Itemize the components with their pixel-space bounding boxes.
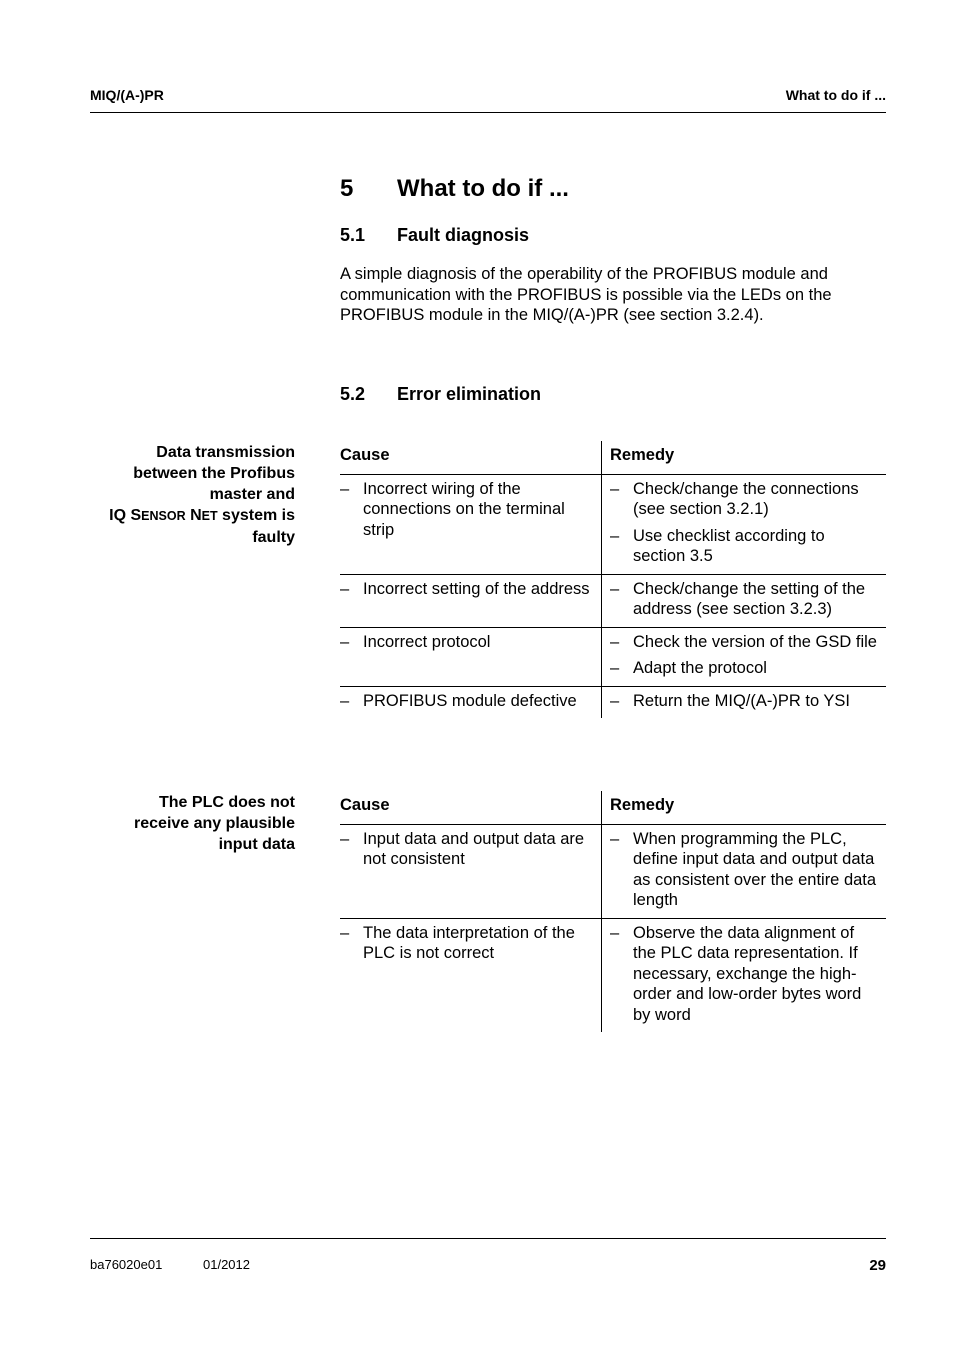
chapter-heading [340, 175, 569, 203]
table-row [340, 824, 886, 918]
section-number: 5.2 [340, 384, 366, 404]
column-header-cause: Cause [340, 441, 602, 474]
footer-rule [90, 1238, 886, 1239]
list-item: – Input data and output data are not consistent [340, 829, 585, 868]
list-item: – Return the MIQ/(A-)PR to YSI [610, 691, 851, 710]
table-row [340, 686, 886, 718]
error-table-data-transmission [340, 441, 886, 718]
table-row [340, 918, 886, 1032]
header-doc-title: MIQ/(A-)PR [90, 87, 164, 103]
list-item: – When programming the PLC, define input data and output data as consistent over the entire data length [610, 829, 877, 909]
margin-label-plc-input: The PLC does not receive any plausible input data [134, 794, 295, 853]
chapter-title: What to do if ... [397, 175, 569, 202]
fault-diagnosis-paragraph: A simple diagnosis of the operability of the PROFIBUS module and communication with the PROFIBUS is possible via the LEDs on the PROFIBUS module in the MIQ/(A-)PR (see section 3.2.4). [340, 265, 832, 324]
list-item: – PROFIBUS module defective [340, 691, 577, 710]
list-item: – Adapt the protocol [610, 659, 767, 677]
list-item: – Incorrect protocol [340, 632, 491, 651]
header-chapter-title: What to do if ... [785, 87, 886, 103]
error-table-plc-input [340, 791, 886, 1032]
section-heading-error-elimination [340, 384, 541, 405]
table-row [340, 627, 886, 686]
page-number: 29 [869, 1257, 886, 1274]
margin-label-data-transmission: Data transmission between the Profibus master and IQ SENSOR NET system is faulty [109, 444, 295, 546]
column-header-remedy: Remedy [602, 791, 887, 824]
list-item: – Incorrect setting of the address [340, 579, 590, 598]
chapter-number: 5 [340, 175, 354, 202]
list-item: – Observe the data alignment of the PLC data representation. If necessary, exchange the high-order and low-order bytes word by word [610, 923, 862, 1024]
table-header-row [340, 441, 886, 474]
table-row [340, 474, 886, 574]
header-rule [90, 112, 886, 113]
list-item: – Use checklist according to section 3.5 [610, 526, 825, 565]
section-number: 5.1 [340, 225, 366, 245]
footer-doc-id: ba76020e01 [90, 1257, 163, 1272]
list-item: – Check the version of the GSD file [610, 632, 877, 651]
section-title: Error elimination [397, 384, 542, 404]
table-row [340, 574, 886, 627]
list-item: – The data interpretation of the PLC is not correct [340, 923, 575, 962]
table-header-row [340, 791, 886, 824]
column-header-remedy: Remedy [602, 441, 887, 474]
footer-date: 01/2012 [203, 1257, 250, 1272]
list-item: – Check/change the setting of the address (see section 3.2.3) [610, 579, 866, 618]
section-heading-fault-diagnosis [340, 225, 529, 246]
list-item: – Incorrect wiring of the connections on the terminal strip [340, 479, 565, 539]
column-header-cause: Cause [340, 791, 602, 824]
section-title: Fault diagnosis [397, 225, 530, 245]
list-item: – Check/change the connections (see section 3.2.1) [610, 479, 859, 518]
